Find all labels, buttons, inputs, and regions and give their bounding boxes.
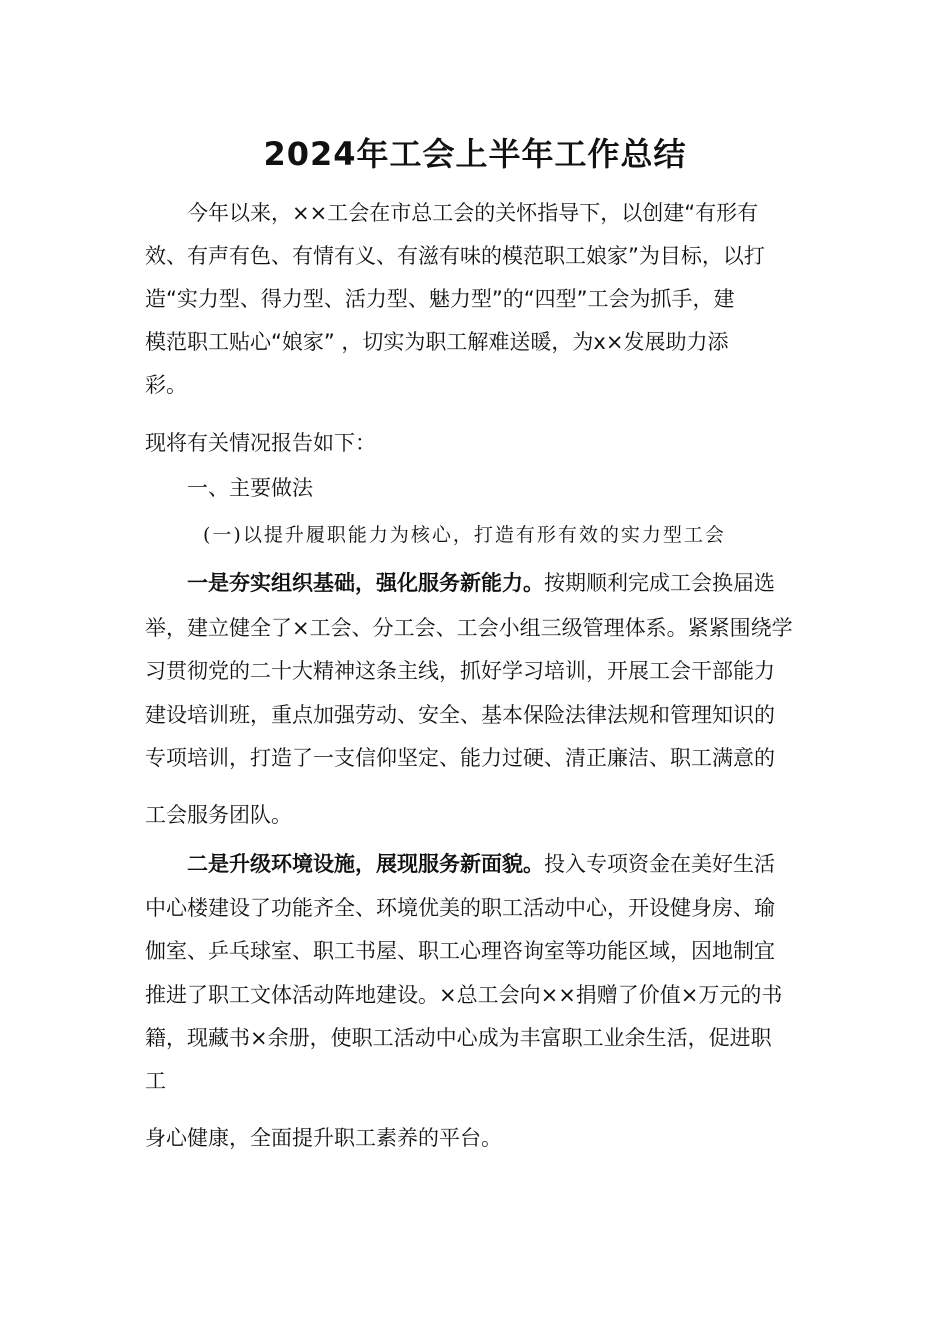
paragraph-lead-bold: 二是升级环境设施，展现服务新面貌。 <box>187 852 544 876</box>
paragraph-line: 推进了职工文体活动阵地建设。×总工会向××捐赠了价值×万元的书 <box>145 983 783 1007</box>
paragraph-line <box>187 849 775 879</box>
paragraph-line: 造“实力型、得力型、活力型、魅力型”的“四型”工会为抓手，建 <box>145 287 735 311</box>
paragraph-line <box>187 568 775 598</box>
paragraph-text: 按期顺利完成工会换届选 <box>544 571 775 595</box>
subsection-heading: (一)以提升履职能力为核心，打造有形有效的实力型工会 <box>203 524 726 546</box>
paragraph-line: 习贯彻党的二十大精神这条主线，抓好学习培训，开展工会干部能力 <box>145 659 775 683</box>
paragraph-line: 今年以来，××工会在市总工会的关怀指导下，以创建“有形有 <box>187 201 759 225</box>
paragraph-lead-bold: 一是夯实组织基础，强化服务新能力。 <box>187 571 544 595</box>
paragraph-line: 效、有声有色、有情有义、有滋有味的模范职工娘家”为目标，以打 <box>145 244 765 268</box>
report-intro-line: 现将有关情况报告如下： <box>145 431 376 455</box>
paragraph-line: 建设培训班，重点加强劳动、安全、基本保险法律法规和管理知识的 <box>145 703 775 727</box>
paragraph-line: 籍，现藏书×余册，使职工活动中心成为丰富职工业余生活，促进职 <box>145 1026 772 1050</box>
paragraph-line: 伽室、乒乓球室、职工书屋、职工心理咨询室等功能区域，因地制宜 <box>145 939 775 963</box>
paragraph-text: 投入专项资金在美好生活 <box>544 852 775 876</box>
paragraph-line: 彩。 <box>145 373 187 397</box>
paragraph-line: 举，建立健全了×工会、分工会、工会小组三级管理体系。紧紧围绕学 <box>145 616 793 640</box>
paragraph-line: 身心健康，全面提升职工素养的平台。 <box>145 1126 502 1150</box>
document-title: 2024年工会上半年工作总结 <box>263 135 687 173</box>
paragraph-line: 工 <box>145 1069 166 1093</box>
paragraph-line: 中心楼建设了功能齐全、环境优美的职工活动中心，开设健身房、瑜 <box>145 896 775 920</box>
paragraph-line: 模范职工贴心“娘家” ，切实为职工解难送暖，为x×发展助力添 <box>145 330 729 354</box>
section-heading: 一、主要做法 <box>187 476 313 500</box>
paragraph-line: 专项培训，打造了一支信仰坚定、能力过硬、清正廉洁、职工满意的 <box>145 746 775 770</box>
paragraph-line: 工会服务团队。 <box>145 803 292 827</box>
